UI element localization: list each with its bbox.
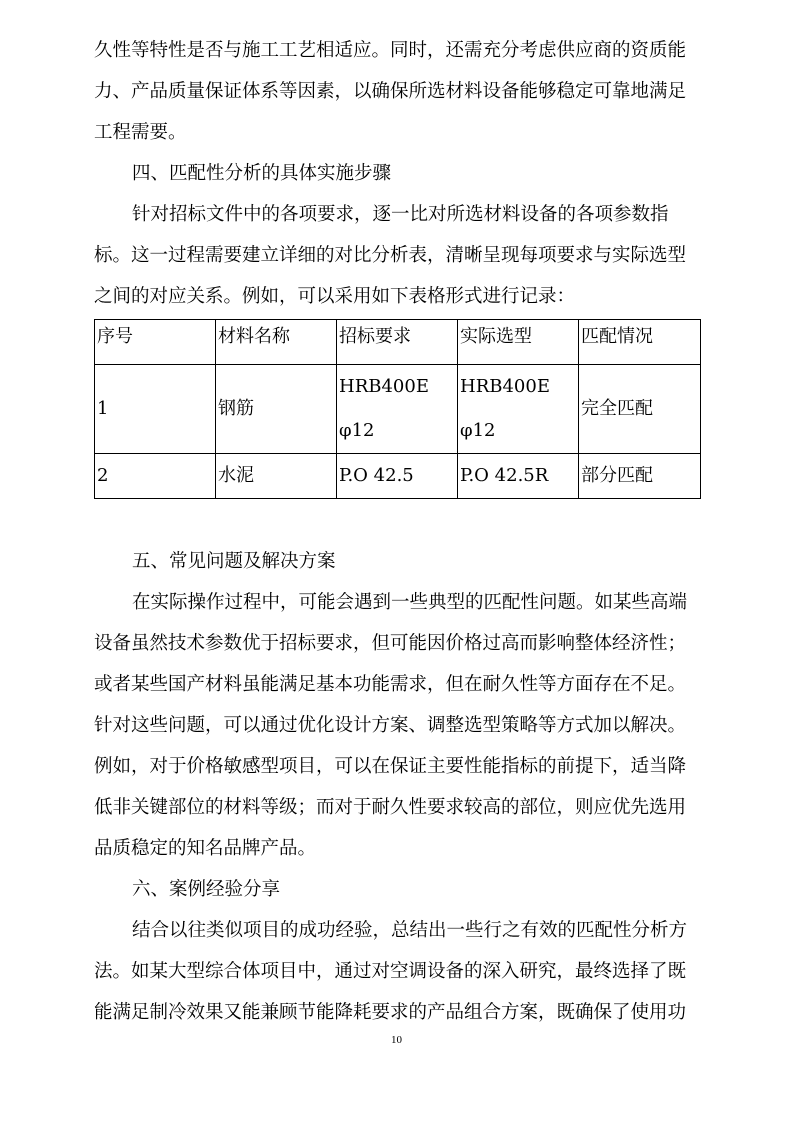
section-5-line-6: 低非关键部位的材料等级；而对于耐久性要求较高的部位，则应优先选用 (94, 797, 687, 818)
requirement-line: HRB400E (339, 376, 429, 397)
table-header-row (95, 320, 701, 365)
section-4-line-1: 针对招标文件中的各项要求，逐一比对所选材料设备的各项参数指 (132, 204, 669, 225)
table-cell-actual: P.O 42.5R (458, 454, 579, 499)
table-cell-name: 水泥 (216, 454, 337, 499)
spacer (94, 499, 700, 541)
actual-line: φ12 (460, 420, 496, 441)
document-page (94, 30, 700, 1033)
comparison-table (94, 319, 701, 499)
section-6-line-2: 法。如某大型综合体项目中，通过对空调设备的深入研究，最终选择了既 (94, 961, 687, 982)
section-5-line-3: 或者某些国产材料虽能满足基本功能需求，但在耐久性等方面存在不足。 (94, 674, 687, 695)
section-5-heading: 五、常见问题及解决方案 (132, 551, 336, 572)
intro-line-2: 力、产品质量保证体系等因素，以确保所选材料设备能够稳定可靠地满足 (94, 81, 687, 102)
table-row (95, 454, 701, 499)
page-number: 10 (391, 1034, 402, 1046)
section-6-line-3: 能满足制冷效果又能兼顾节能降耗要求的产品组合方案，既确保了使用功 (94, 1002, 687, 1023)
table-cell-name: 钢筋 (216, 365, 337, 454)
section-5-line-1: 在实际操作过程中，可能会遇到一些典型的匹配性问题。如某些高端 (132, 592, 688, 613)
section-5-line-7: 品质稳定的知名品牌产品。 (94, 838, 317, 859)
section-4-line-2: 标。这一过程需要建立详细的对比分析表，清晰呈现每项要求与实际选型 (94, 245, 687, 266)
table-cell-actual (458, 365, 579, 454)
section-6-line-1: 结合以往类似项目的成功经验，总结出一些行之有效的匹配性分析方 (132, 920, 688, 941)
table-cell-requirement (337, 365, 458, 454)
requirement-line: φ12 (339, 420, 375, 441)
intro-line-1: 久性等特性是否与施工工艺相适应。同时，还需充分考虑供应商的资质能 (94, 40, 687, 61)
table-header-cell: 实际选型 (458, 320, 579, 365)
table-row (95, 365, 701, 454)
table-header-cell: 招标要求 (337, 320, 458, 365)
section-5-line-5: 例如，对于价格敏感型项目，可以在保证主要性能指标的前提下，适当降 (94, 756, 687, 777)
section-5-line-4: 针对这些问题，可以通过优化设计方案、调整选型策略等方式加以解决。 (94, 715, 687, 736)
table-cell-requirement: P.O 42.5 (337, 454, 458, 499)
section-4-line-3: 之间的对应关系。例如，可以采用如下表格形式进行记录： (94, 286, 576, 307)
table-header-cell: 序号 (95, 320, 216, 365)
table-cell-no: 2 (95, 454, 216, 499)
section-4-heading: 四、匹配性分析的具体实施步骤 (132, 163, 392, 184)
section-6-heading: 六、案例经验分享 (132, 879, 281, 900)
actual-line: HRB400E (460, 376, 550, 397)
table-cell-no: 1 (95, 365, 216, 454)
table-cell-match: 完全匹配 (579, 365, 701, 454)
table-header-cell: 材料名称 (216, 320, 337, 365)
table-header-cell: 匹配情况 (579, 320, 701, 365)
table-cell-match: 部分匹配 (579, 454, 701, 499)
section-5-line-2: 设备虽然技术参数优于招标要求，但可能因价格过高而影响整体经济性； (94, 633, 687, 654)
intro-line-3: 工程需要。 (94, 122, 187, 143)
